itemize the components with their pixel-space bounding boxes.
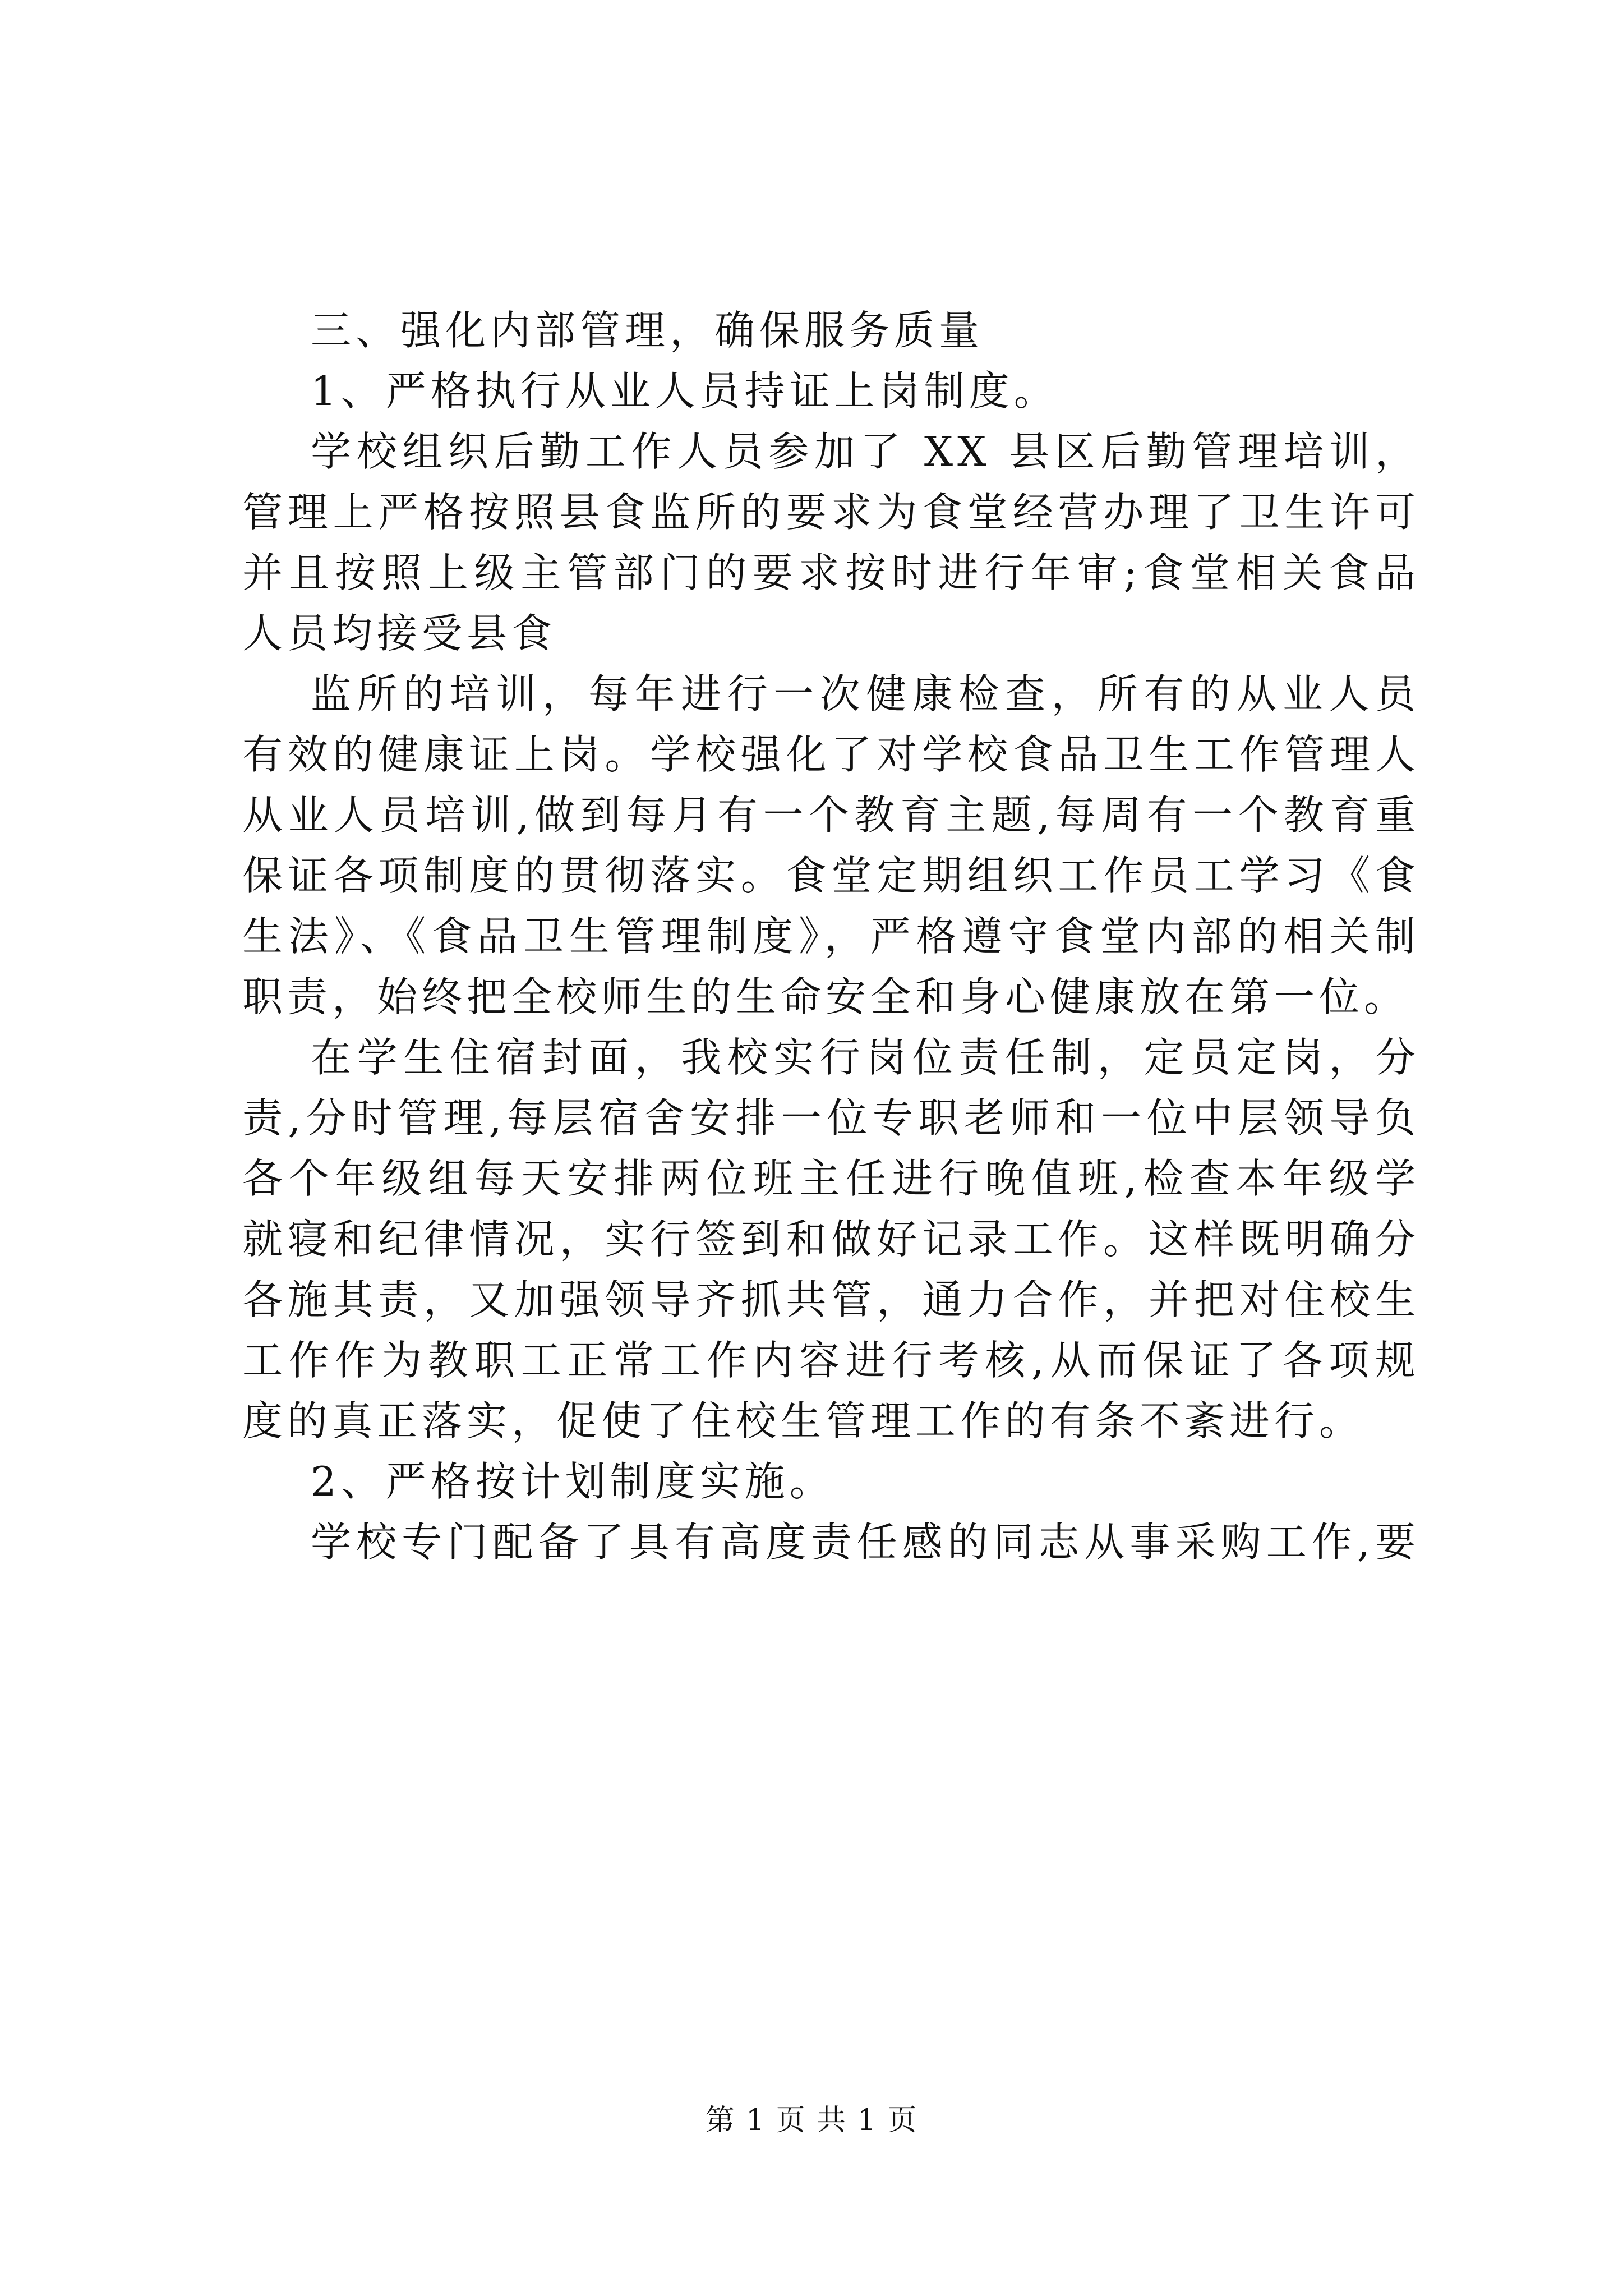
- paragraph-line: 各施其责，又加强领导齐抓共管，通力合作，并把对住校生: [242, 1276, 1420, 1323]
- paragraph-line: 学校组织后勤工作人员参加了 XX 县区后勤管理培训，: [311, 428, 1420, 475]
- document-body: [242, 300, 1420, 1572]
- paragraph-line: 保证各项制度的贯彻落实。食堂定期组织工作员工学习《食: [242, 852, 1420, 899]
- paragraph-line: 生法》、《食品卫生管理制度》，严格遵守食堂内部的相关制: [242, 913, 1420, 960]
- paragraph-line: 并且按照上级主管部门的要求按时进行年审;食堂相关食品: [242, 549, 1420, 596]
- subsection-heading: 2、严格按计划制度实施。: [311, 1458, 834, 1505]
- paragraph-line: 在学生住宿封面，我校实行岗位责任制，定员定岗，分: [311, 1034, 1420, 1081]
- paragraph-line: 责,分时管理,每层宿舍安排一位专职老师和一位中层领导负: [242, 1094, 1420, 1142]
- paragraph-line: 各个年级组每天安排两位班主任进行晚值班,检查本年级学: [242, 1155, 1420, 1202]
- paragraph-line: 有效的健康证上岗。学校强化了对学校食品卫生工作管理人: [242, 731, 1420, 778]
- paragraph-line: 管理上严格按照县食监所的要求为食堂经营办理了卫生许可: [242, 489, 1420, 536]
- section-heading: 三、强化内部管理，确保服务质量: [311, 307, 984, 354]
- paragraph-line: 度的真正落实，促使了住校生管理工作的有条不紊进行。: [242, 1397, 1364, 1444]
- paragraph-line: 学校专门配备了具有高度责任感的同志从事采购工作,要: [311, 1519, 1420, 1566]
- paragraph-line: 工作作为教职工正常工作内容进行考核,从而保证了各项规: [242, 1337, 1420, 1384]
- page-footer: 第 1 页 共 1 页: [705, 2104, 918, 2137]
- subsection-heading: 1、严格执行从业人员持证上岗制度。: [311, 367, 1059, 415]
- paragraph-line: 就寝和纪律情况，实行签到和做好记录工作。这样既明确分: [242, 1216, 1420, 1263]
- paragraph-line: 从业人员培训,做到每月有一个教育主题,每周有一个教育重: [242, 792, 1420, 839]
- paragraph-line: 监所的培训，每年进行一次健康检查，所有的从业人员: [311, 670, 1420, 717]
- paragraph-line: 职责，始终把全校师生的生命安全和身心健康放在第一位。: [242, 973, 1409, 1020]
- paragraph-line: 人员均接受县食: [242, 610, 557, 657]
